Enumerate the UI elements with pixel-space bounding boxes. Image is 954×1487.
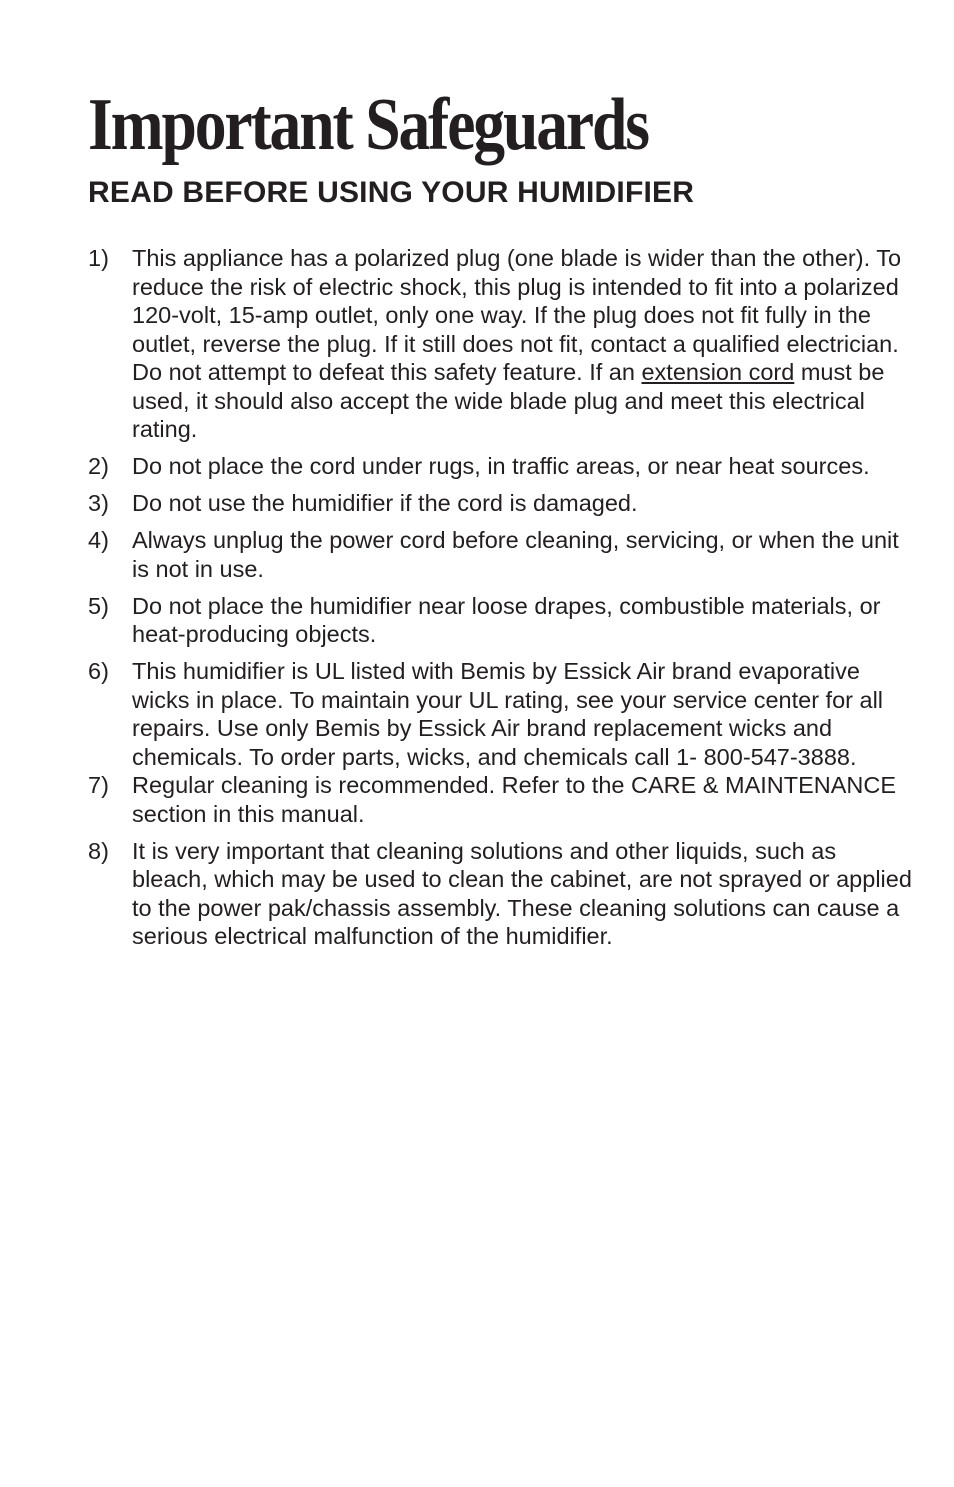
item-text: Always unplug the power cord before cleaning, servicing, or when the unit is not in use. — [132, 527, 899, 582]
item-text: Regular cleaning is recommended. Refer to the CARE & MAINTENANCE section in this manual. — [132, 772, 897, 827]
list-item-8 — [88, 837, 918, 951]
list-item-4 — [88, 526, 918, 583]
list-item-2 — [88, 452, 918, 481]
item-text: This humidifier is UL listed with Bemis by Essick Air brand evaporative wicks in place. To maintain your UL rating, see your service center for all repairs. Use only Bemis by Essick Air brand replacement wicks and chemicals. To order parts, wicks, and chemicals call 1- 800-547-3888. — [132, 658, 884, 770]
item-text: It is very important that cleaning solutions and other liquids, such as bleach, which may be used to clean the cabinet, are not sprayed or applied to the power pak/chassis assembly. These cleaning solutions can cause a serious electrical malfunction of the humidifier. — [132, 837, 912, 949]
list-item-6 — [88, 657, 918, 771]
item-number: 5) — [88, 592, 109, 619]
item-number: 1) — [88, 245, 109, 271]
extension-cord-underlined-text: extension cord — [641, 359, 795, 385]
list-item-7 — [88, 771, 918, 828]
item-text: Do not place the cord under rugs, in traffic areas, or near heat sources. — [132, 453, 870, 479]
safeguards-list — [88, 244, 918, 959]
item-number: 2) — [88, 453, 109, 479]
item-text-part: must be used, it should also accept the wide blade plug and meet this electrical rating. — [132, 359, 885, 442]
item-number: 8) — [88, 837, 109, 864]
item-text: Do not place the humidifier near loose drapes, combustible materials, or heat-producing objects. — [132, 592, 881, 647]
list-item-1 — [88, 244, 918, 444]
list-item-3 — [88, 489, 918, 518]
page-title: Important Safeguards — [88, 84, 648, 166]
item-text-part: This appliance has a polarized plug (one blade is wider than the other). To reduce the risk of electric shock, this plug is intended to fit into a polarized 120-volt, 15-amp outlet, only one way. If the plug does not fit fully in the outlet, reverse the plug. If it still does not fit, contact a qualified electrician. Do not attempt to defeat this safety feature. If an — [132, 245, 902, 385]
item-number: 6) — [88, 658, 109, 684]
item-text — [132, 244, 918, 444]
page-subtitle: READ BEFORE USING YOUR HUMIDIFIER — [88, 176, 695, 209]
item-number: 3) — [88, 490, 109, 516]
list-item-5 — [88, 592, 918, 649]
item-number: 4) — [88, 527, 109, 553]
item-text: Do not use the humidifier if the cord is damaged. — [132, 490, 638, 516]
item-number: 7) — [88, 772, 109, 798]
